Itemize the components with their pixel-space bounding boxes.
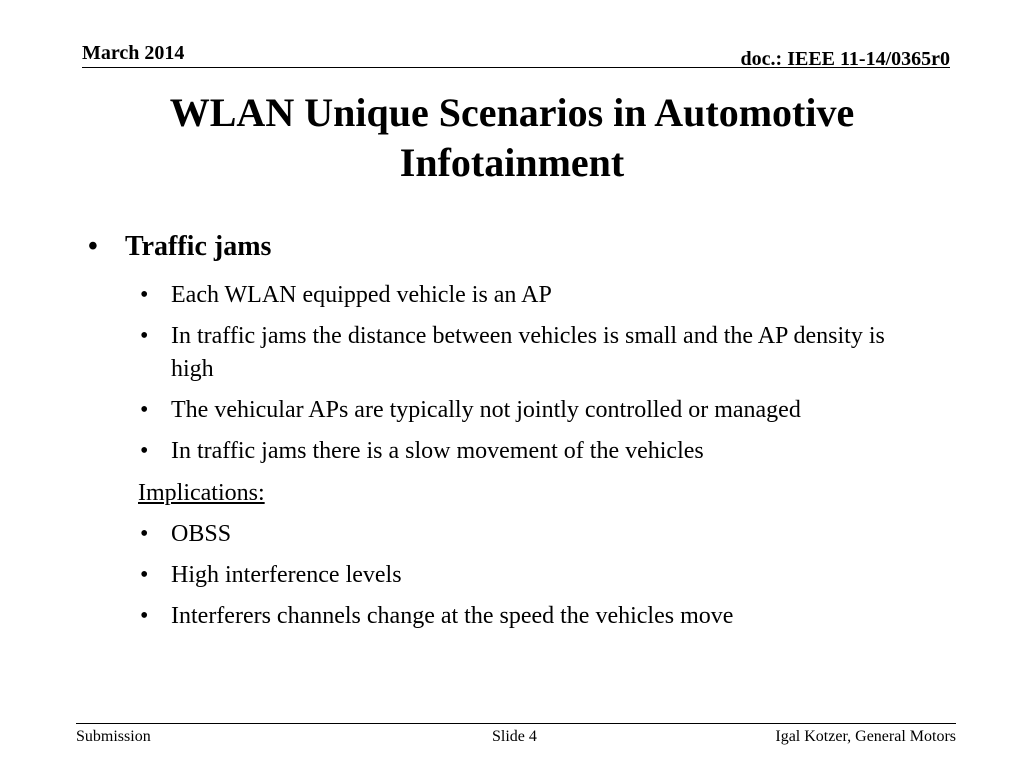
sub-bullet-item [140,394,930,427]
bullet-icon: • [140,521,149,547]
header-date: March 2014 [82,42,185,64]
sub-bullet-text: Each WLAN equipped vehicle is an AP [171,282,552,308]
bullet-icon: • [140,562,149,588]
sub-bullet-text: In traffic jams there is a slow movement of the vehicles [171,438,704,464]
sub-bullet-item [140,435,930,468]
bullet-icon: • [140,438,149,464]
implication-item [140,518,930,551]
bullet-icon: • [140,603,149,629]
footer-submission: Submission [76,728,151,745]
implication-item [140,559,930,592]
main-bullet-text: Traffic jams [125,231,272,262]
implications-label: Implications: [138,480,265,506]
sub-bullet-item [140,279,930,312]
sub-bullet-text: In traffic jams the distance between vehicles is small and the AP density is high [171,323,885,382]
bullet-icon: • [140,397,149,423]
slide-title: WLAN Unique Scenarios in Automotive Infotainment [169,90,855,185]
footer-author: Igal Kotzer, General Motors [775,728,956,745]
implication-item [140,600,930,633]
footer-divider [76,723,956,724]
sub-bullet-item [140,320,930,386]
bullet-icon: • [140,282,149,308]
sub-bullet-text: The vehicular APs are typically not jointly controlled or managed [171,397,801,423]
implication-text: High interference levels [171,562,402,588]
footer-slide-number: Slide 4 [492,728,537,745]
bullet-icon: • [140,323,149,349]
implication-text: Interferers channels change at the speed the vehicles move [171,603,734,629]
implication-text: OBSS [171,521,232,547]
bullet-icon: • [88,231,98,262]
header-doc-id: doc.: IEEE 11-14/0365r0 [740,48,950,70]
